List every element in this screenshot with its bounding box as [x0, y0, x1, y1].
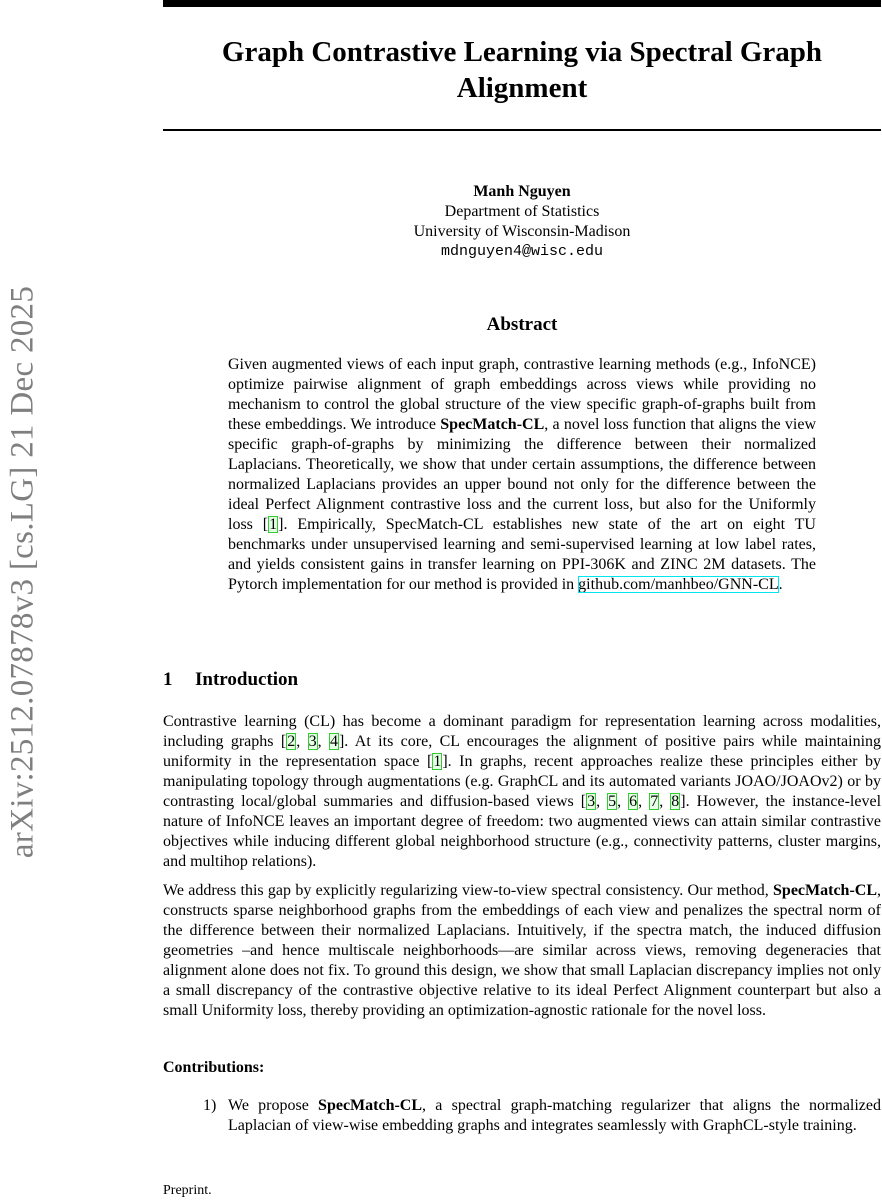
arxiv-sidebar: [0, 256, 46, 888]
paper-title: Graph Contrastive Learning via Spectral Graph Alignment: [221, 36, 823, 104]
author-university: University of Wisconsin-Madison: [413, 223, 631, 240]
contributions-heading: Contributions:: [163, 1059, 265, 1076]
intro-paragraph-1: Contrastive learning (CL) has become a dominant paradigm for representation learning across modalities, including graphs [2, 3, 4]. At its core, CL encourages the alignment of positive pairs while maintaining uniformity in the representation space [1]. In graphs, recent approaches realize these principles either by manipulating topology through augmentations (e.g. GraphCL and its automated variants JOAO/JOAOv2) or by contrasting local/global summaries and diffusion-based views [3, 5, 6, 7, 8]. However, the instance-level nature of InfoNCE leaves an important degree of freedom: two augmented views can attain similar contrastive objectives while inducing different global neighborhood structure (e.g., connectivity patterns, cluster margins, and multihop relations).: [163, 713, 882, 870]
github-link[interactable]: github.com/manhbeo/GNN-CL: [578, 576, 779, 593]
citation-link[interactable]: 2: [287, 733, 296, 750]
citation-link[interactable]: 1: [269, 516, 278, 533]
arxiv-stamp: arXiv:2512.07878v3 [cs.LG] 21 Dec 2025: [4, 285, 41, 859]
title-rule: [163, 129, 881, 131]
citation-link[interactable]: 8: [671, 793, 680, 810]
citation-link[interactable]: 3: [587, 793, 596, 810]
top-rule: [163, 0, 881, 7]
abstract-text: Given augmented views of each input graph, contrastive learning methods (e.g., InfoNCE) optimize pairwise alignment of graph embeddings across views while providing no mechanism to control the global structure of the view specific graph-of-graphs built from these embeddings. We introduce SpecMatch-CL, a novel loss function that aligns the view specific graph-of-graphs by minimizing the difference between their normalized Laplacians. Theoretically, we show that under certain assumptions, the difference between normalized Laplacians provides an upper bound not only for the difference between the ideal Perfect Alignment contrastive loss and the current loss, but also for the Uniformly loss [1]. Empirically, SpecMatch-CL establishes new state of the art on eight TU benchmarks under unsupervised learning and semi-supervised learning at low label rates, and yields consistent gains in transfer learning on PPI-306K and ZINC 2M datasets. The Pytorch implementation for our method is provided in github.com/manhbeo/GNN-CL.: [228, 356, 816, 593]
abstract-heading: Abstract: [486, 314, 558, 335]
citation-link[interactable]: 5: [608, 793, 617, 810]
list-item: We propose SpecMatch-CL, a spectral graph-matching regularizer that aligns the normalized Laplacian of view-wise embedding graphs and integrates seamlessly with GraphCL-style training.: [228, 1097, 882, 1134]
citation-link[interactable]: 3: [308, 733, 317, 750]
author-name: Manh Nguyen: [473, 183, 571, 200]
citation-link[interactable]: 4: [329, 733, 338, 750]
citation-link[interactable]: 7: [650, 793, 659, 810]
author-email[interactable]: mdnguyen4@wisc.edu: [440, 243, 604, 260]
list-item-number: 1): [203, 1097, 217, 1114]
author-block: [163, 182, 881, 262]
author-department: Department of Statistics: [444, 203, 600, 220]
citation-link[interactable]: 6: [629, 793, 638, 810]
intro-paragraph-2: We address this gap by explicitly regularizing view-to-view spectral consistency. Our method, SpecMatch-CL, constructs sparse neighborhood graphs from the embeddings of each view and penalizes the spectral norm of the difference between their normalized Laplacians. Intuitively, if the spectra match, the induced diffusion geometries –and hence multiscale neighborhoods—are similar across views, removing degeneracies that alignment alone does not fix. To ground this design, we show that small Laplacian discrepancy implies not only a small discrepancy of the contrastive objective relative to its ideal Perfect Alignment counterpart but also a small Uniformity loss, thereby providing an optimization-agnostic rationale for the novel loss.: [163, 882, 881, 1019]
footer-note: Preprint.: [163, 1183, 212, 1198]
section-heading-introduction: 1 Introduction: [163, 669, 299, 690]
citation-link[interactable]: 1: [433, 753, 442, 770]
